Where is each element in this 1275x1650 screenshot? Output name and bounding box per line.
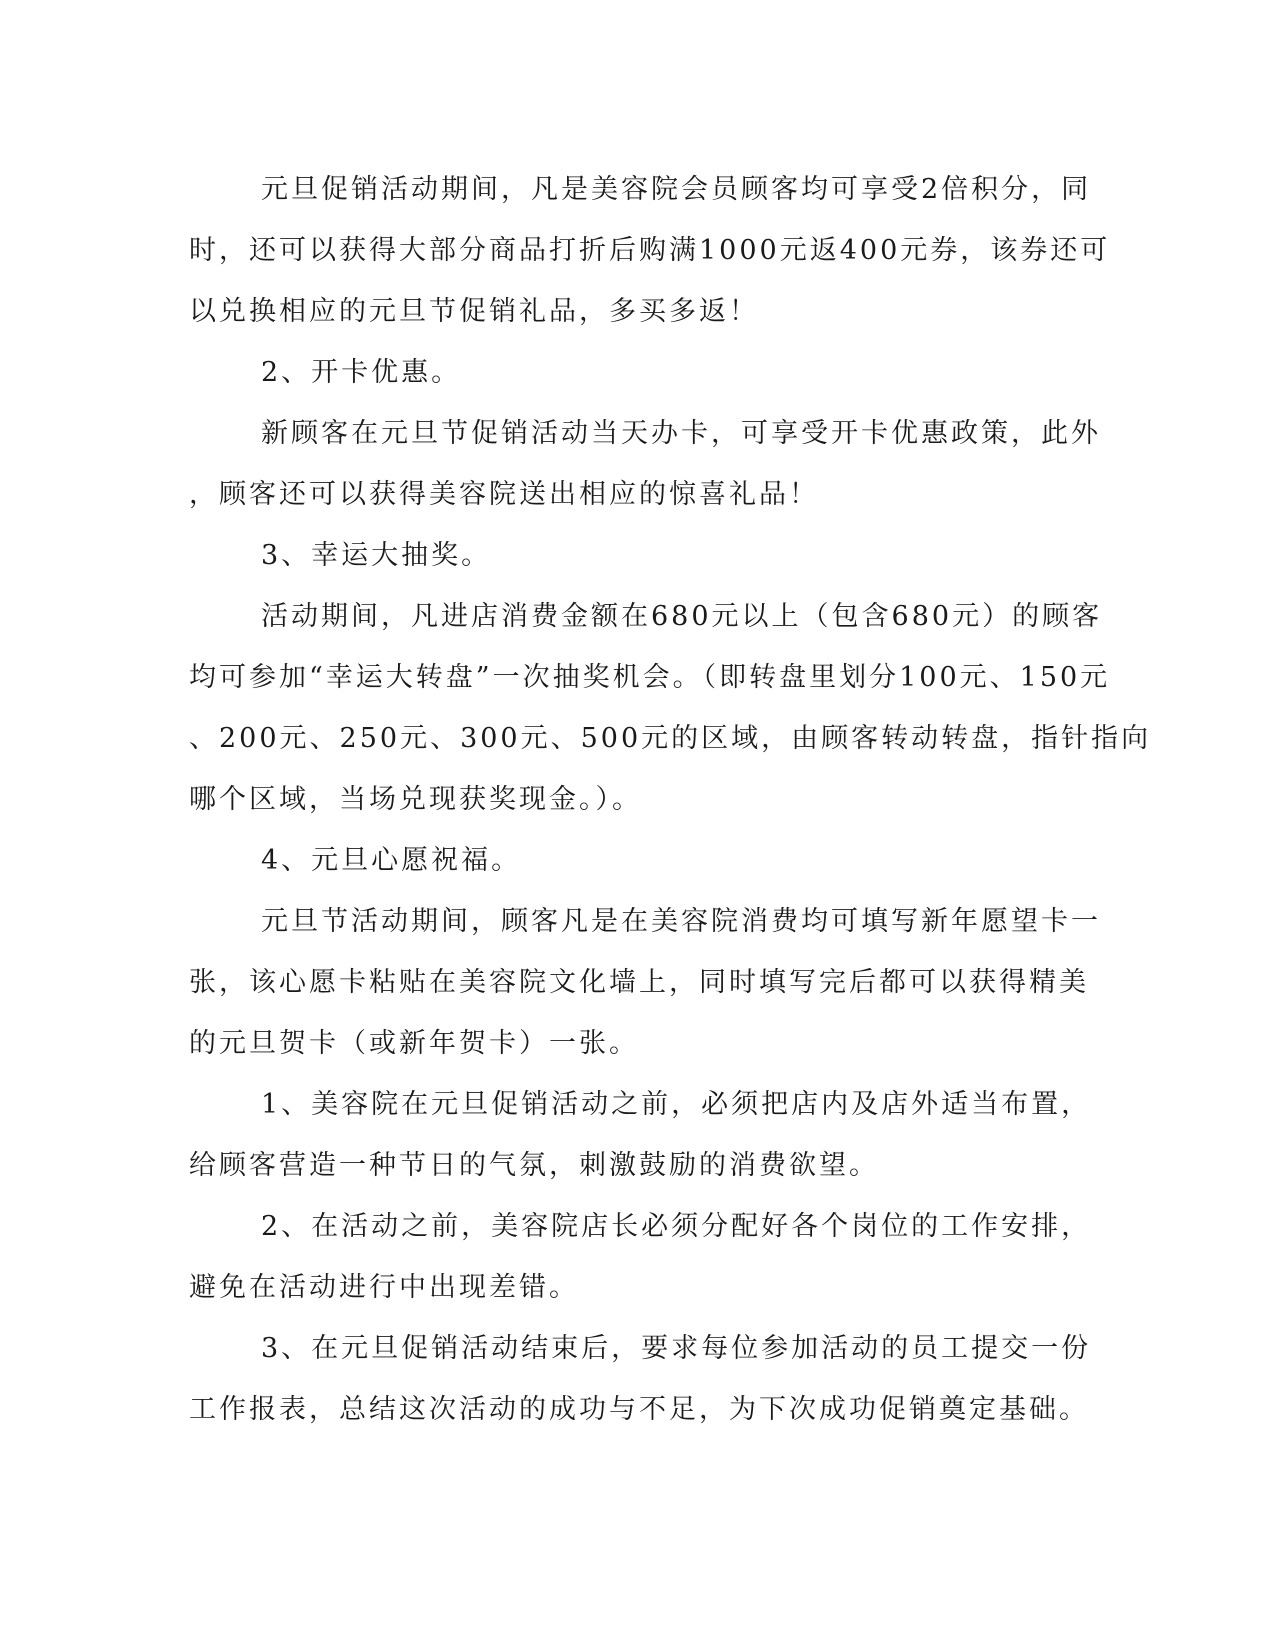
text-line: 元旦促销活动期间，凡是美容院会员顾客均可享受2倍积分，同 <box>261 174 1092 205</box>
document-body <box>189 159 1152 1440</box>
section-heading: 3、幸运大抽奖。 <box>261 540 492 571</box>
text-line: 新顾客在元旦节促销活动当天办卡，可享受开卡优惠政策，此外 <box>261 418 1101 449</box>
text-line: 2、在活动之前，美容院店长必须分配好各个岗位的工作安排， <box>261 1211 1092 1242</box>
text-line: 避免在活动进行中出现差错。 <box>189 1272 579 1303</box>
text-line: ，顾客还可以获得美容院送出相应的惊喜礼品！ <box>189 479 819 510</box>
text-line: 3、在元旦促销活动结束后，要求每位参加活动的员工提交一份 <box>261 1333 1092 1364</box>
text-line: 元旦节活动期间，顾客凡是在美容院消费均可填写新年愿望卡一 <box>261 906 1101 937</box>
text-line: 给顾客营造一种节日的气氛，刺激鼓励的消费欲望。 <box>189 1150 879 1181</box>
text-line: 张，该心愿卡粘贴在美容院文化墙上，同时填写完后都可以获得精美 <box>189 967 1089 998</box>
text-line: 活动期间，凡进店消费金额在680元以上（包含680元）的顾客 <box>261 601 1103 632</box>
text-line: 时，还可以获得大部分商品打折后购满1000元返400元券，该券还可 <box>189 235 1111 266</box>
text-line: 哪个区域，当场兑现获奖现金。）。 <box>189 784 642 815</box>
text-line: 工作报表，总结这次活动的成功与不足，为下次成功促销奠定基础。 <box>189 1394 1089 1425</box>
section-heading: 2、开卡优惠。 <box>261 357 462 388</box>
text-line: 以兑换相应的元旦节促销礼品，多买多返！ <box>189 296 759 327</box>
section-heading: 4、元旦心愿祝福。 <box>261 845 522 876</box>
text-line: 1、美容院在元旦促销活动之前，必须把店内及店外适当布置， <box>261 1089 1092 1120</box>
text-line: 、200元、250元、300元、500元的区域，由顾客转动转盘，指针指向 <box>189 723 1152 754</box>
text-line: 的元旦贺卡（或新年贺卡）一张。 <box>189 1028 639 1059</box>
text-line: 均可参加“幸运大转盘”一次抽奖机会。（即转盘里划分100元、150元 <box>189 662 1111 693</box>
